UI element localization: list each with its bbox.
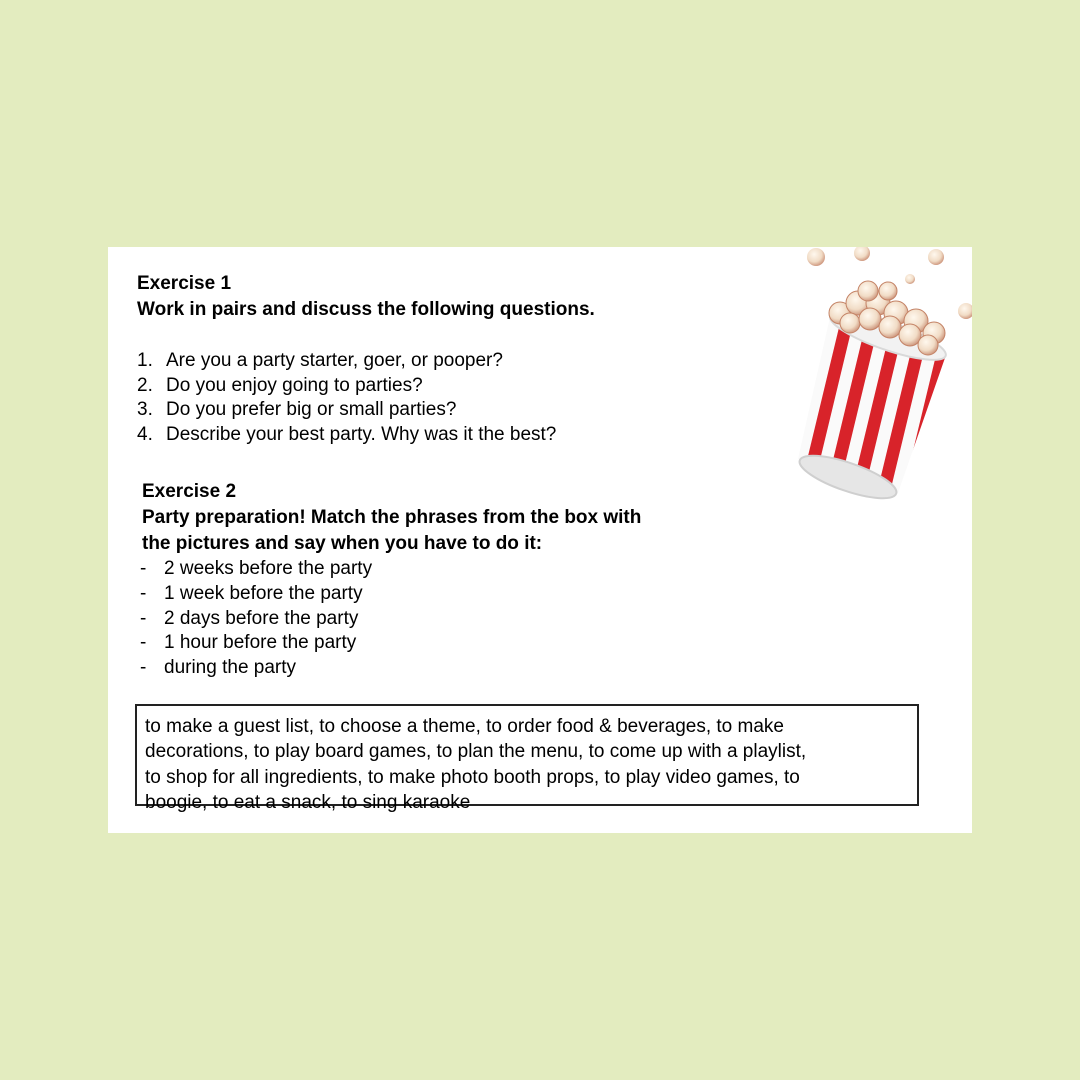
exercise-1-instruction: Work in pairs and discuss the following questions. <box>137 299 595 320</box>
question-number: 3. <box>137 399 153 420</box>
exercise-1-title: Exercise 1 <box>137 273 232 294</box>
dash-bullet: - <box>140 582 147 604</box>
timing-text: 2 weeks before the party <box>164 558 373 579</box>
timing-item <box>140 631 372 656</box>
question-number: 1. <box>137 350 153 371</box>
question-item <box>137 349 556 374</box>
question-number: 4. <box>137 423 153 445</box>
timing-item <box>140 656 372 681</box>
question-list <box>137 349 556 447</box>
dash-bullet: - <box>140 657 147 679</box>
question-text: Are you a party starter, goer, or pooper? <box>166 350 503 371</box>
timing-list <box>140 557 372 681</box>
timing-text: during the party <box>164 657 297 679</box>
exercise-2-instruction <box>142 505 742 557</box>
instruction-line: the pictures and say when you have to do it: <box>142 533 543 554</box>
timing-text: 2 days before the party <box>164 607 359 629</box>
question-text: Describe your best party. Why was it the best? <box>166 423 557 445</box>
phrase-line: boogie, to eat a snack, to sing karaoke <box>145 791 471 813</box>
phrase-line: decorations, to play board games, to plan the menu, to come up with a playlist, <box>145 741 807 763</box>
phrase-line: to shop for all ingredients, to make photo booth props, to play video games, to <box>145 766 800 788</box>
exercise-2-title: Exercise 2 <box>142 481 237 502</box>
timing-text: 1 week before the party <box>164 582 363 604</box>
timing-text: 1 hour before the party <box>164 632 357 654</box>
timing-item <box>140 607 372 632</box>
dash-bullet: - <box>140 632 147 654</box>
dash-bullet: - <box>140 607 147 629</box>
phrase-line: to make a guest list, to choose a theme, to order food & beverages, to make <box>145 716 784 737</box>
phrase-box <box>135 704 919 813</box>
instruction-line: Party preparation! Match the phrases from the box with <box>142 507 642 528</box>
question-item <box>137 398 556 423</box>
timing-item <box>140 557 372 582</box>
question-item <box>137 374 556 399</box>
question-text: Do you enjoy going to parties? <box>166 374 423 396</box>
question-item <box>137 423 556 448</box>
popcorn-bucket-icon <box>768 247 972 517</box>
timing-item <box>140 582 372 607</box>
question-number: 2. <box>137 374 153 396</box>
question-text: Do you prefer big or small parties? <box>166 399 457 420</box>
worksheet-card <box>108 247 972 833</box>
dash-bullet: - <box>140 558 147 579</box>
